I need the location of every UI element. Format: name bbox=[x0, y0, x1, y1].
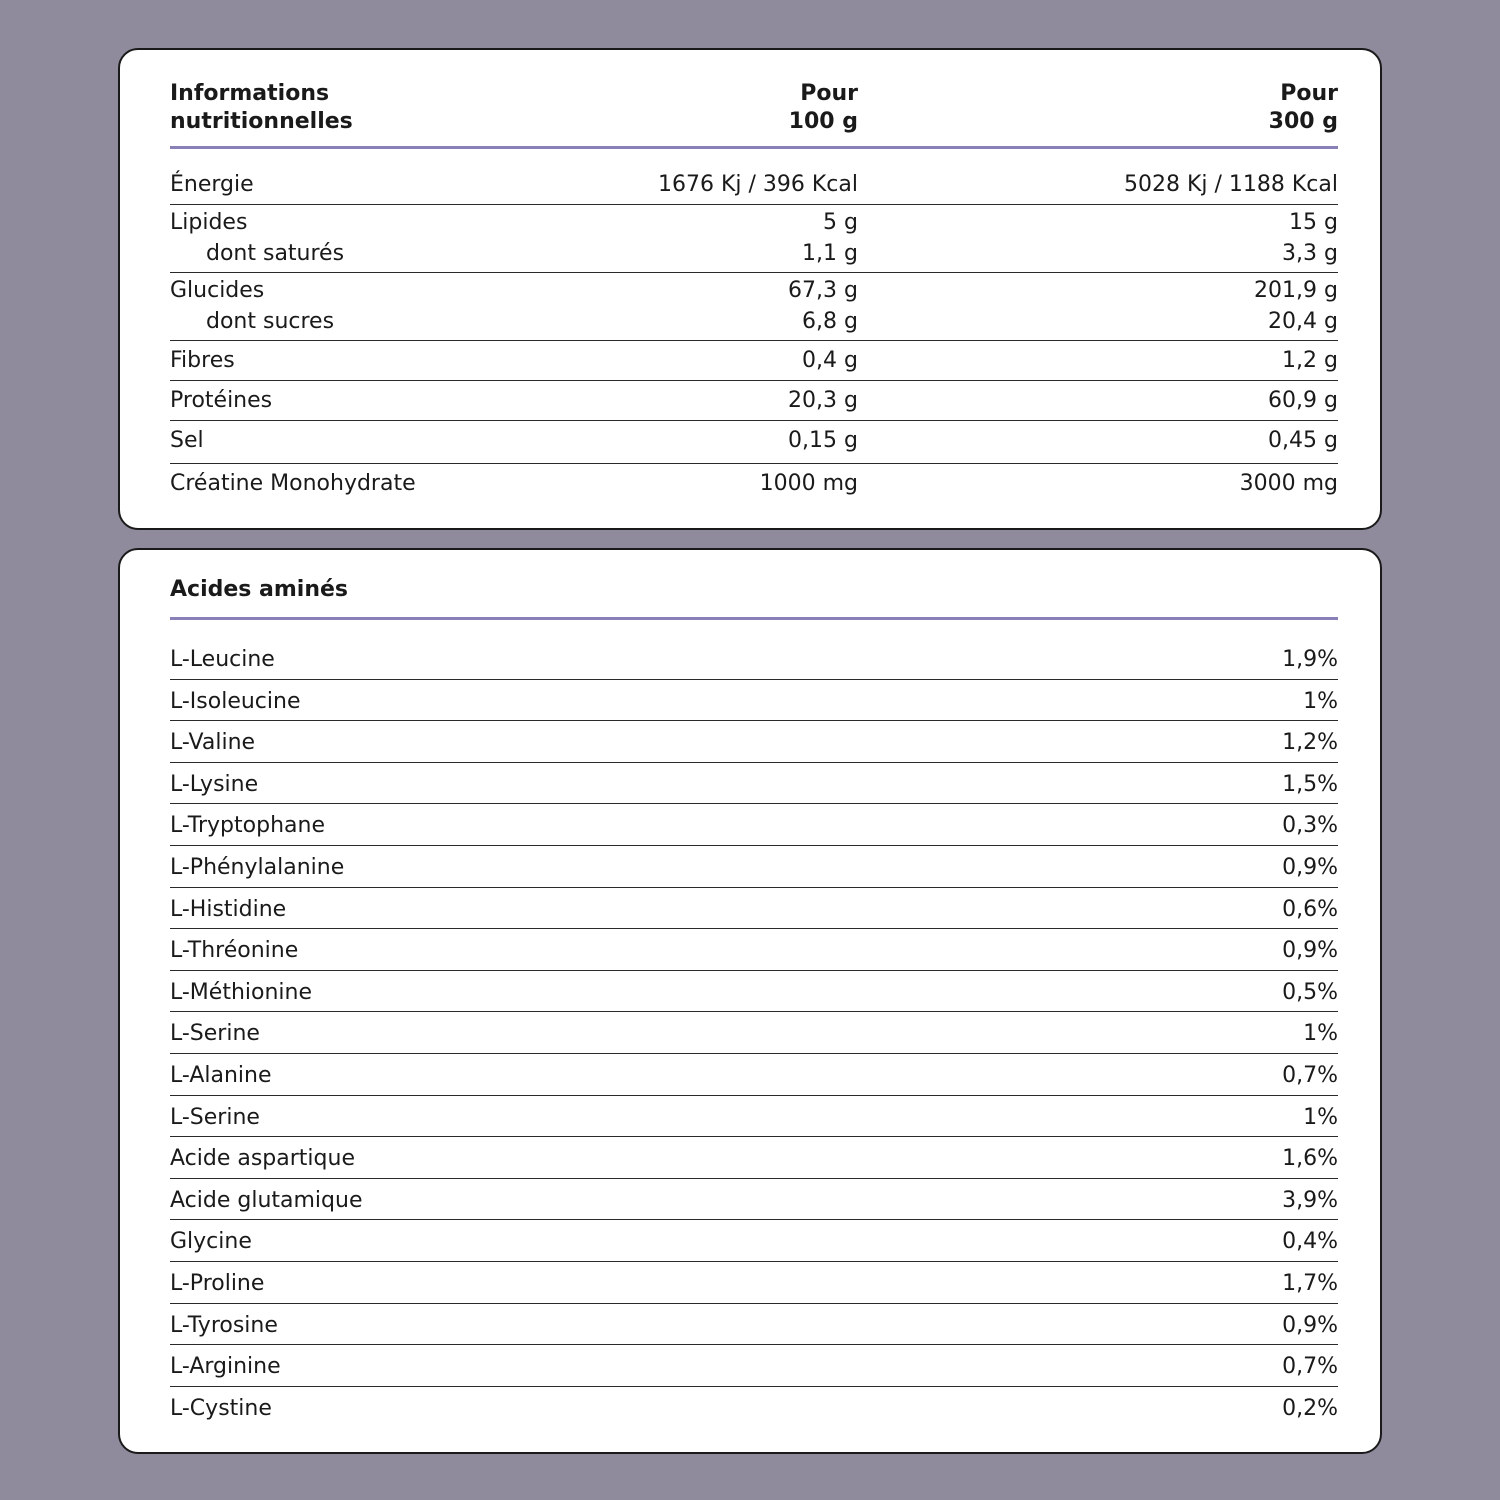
value-per-100g: 20,3 g bbox=[788, 388, 858, 413]
nutrient-label: Protéines bbox=[170, 388, 273, 413]
amino-acid-row bbox=[170, 971, 1338, 1013]
value-per-100g: 1,1 g bbox=[802, 241, 858, 266]
amino-acid-value: 3,9% bbox=[1282, 1187, 1338, 1213]
amino-acid-value: 0,5% bbox=[1282, 979, 1338, 1005]
amino-acid-value: 1% bbox=[1303, 688, 1338, 714]
amino-acid-name: L-Tyrosine bbox=[170, 1312, 278, 1338]
amino-acid-name: L-Méthionine bbox=[170, 979, 313, 1005]
nutrition-line bbox=[170, 468, 1338, 500]
amino-acid-name: Acide aspartique bbox=[170, 1146, 355, 1172]
value-per-300g: 3,3 g bbox=[1282, 241, 1338, 266]
nutrient-label: dont saturés bbox=[206, 241, 345, 266]
amino-acid-row bbox=[170, 1387, 1338, 1429]
nutrition-line bbox=[170, 425, 1338, 457]
value-per-300g: 15 g bbox=[1289, 210, 1338, 235]
value-per-100g: 0,4 g bbox=[802, 348, 858, 373]
value-per-300g: 20,4 g bbox=[1268, 309, 1338, 334]
nutrition-header bbox=[170, 80, 1338, 150]
value-per-100g: 0,15 g bbox=[788, 428, 858, 453]
value-per-100g: 1000 mg bbox=[759, 471, 858, 496]
amino-acid-row bbox=[170, 721, 1338, 763]
amino-acid-name: L-Cystine bbox=[170, 1395, 272, 1421]
header-nutritional-info: Informations nutritionnelles bbox=[170, 81, 353, 134]
amino-acid-name: L-Tryptophane bbox=[170, 813, 325, 839]
amino-header-divider bbox=[170, 617, 1338, 620]
amino-acid-value: 0,6% bbox=[1282, 896, 1338, 922]
nutrient-label: Fibres bbox=[170, 348, 235, 373]
amino-acid-name: Acide glutamique bbox=[170, 1187, 363, 1213]
amino-acid-value: 1% bbox=[1303, 1021, 1338, 1047]
nutrient-label: Créatine Monohydrate bbox=[170, 471, 416, 496]
nutrition-line bbox=[170, 275, 1338, 306]
amino-acid-value: 0,9% bbox=[1282, 854, 1338, 880]
amino-acid-row bbox=[170, 1262, 1338, 1304]
amino-acid-value: 0,2% bbox=[1282, 1395, 1338, 1421]
amino-acid-value: 1,7% bbox=[1282, 1270, 1338, 1296]
nutrition-header-divider bbox=[170, 146, 1338, 149]
amino-acid-row bbox=[170, 1304, 1338, 1346]
amino-acid-name: L-Thréonine bbox=[170, 938, 299, 964]
amino-acid-row bbox=[170, 1179, 1338, 1221]
header-per-300g: Pour 300 g bbox=[1268, 81, 1338, 134]
amino-acid-value: 0,4% bbox=[1282, 1229, 1338, 1255]
amino-acid-name: L-Arginine bbox=[170, 1354, 281, 1380]
nutrition-line bbox=[170, 238, 1338, 269]
amino-acid-value: 0,9% bbox=[1282, 938, 1338, 964]
amino-acid-name: L-Valine bbox=[170, 730, 256, 756]
value-per-100g: 67,3 g bbox=[788, 278, 858, 303]
value-per-100g: 5 g bbox=[823, 210, 858, 235]
amino-acid-value: 1,9% bbox=[1282, 647, 1338, 672]
amino-acid-value: 0,7% bbox=[1282, 1354, 1338, 1380]
amino-acid-row bbox=[170, 888, 1338, 930]
amino-acid-name: L-Phénylalanine bbox=[170, 854, 345, 880]
amino-acid-row bbox=[170, 804, 1338, 846]
amino-acid-value: 1,6% bbox=[1282, 1146, 1338, 1172]
amino-acid-row bbox=[170, 1012, 1338, 1054]
nutrition-line bbox=[170, 169, 1338, 201]
amino-acid-row bbox=[170, 638, 1338, 680]
amino-acids-title: Acides aminés bbox=[170, 577, 349, 602]
amino-acid-name: L-Proline bbox=[170, 1270, 265, 1296]
value-per-300g: 201,9 g bbox=[1254, 278, 1338, 303]
value-per-300g: 0,45 g bbox=[1268, 428, 1338, 453]
amino-acid-row bbox=[170, 929, 1338, 971]
amino-acid-row bbox=[170, 1345, 1338, 1387]
amino-acid-row bbox=[170, 1096, 1338, 1138]
value-per-300g: 1,2 g bbox=[1282, 348, 1338, 373]
value-per-300g: 60,9 g bbox=[1268, 388, 1338, 413]
amino-acid-value: 0,7% bbox=[1282, 1062, 1338, 1088]
nutrition-row bbox=[170, 421, 1338, 464]
nutrition-line bbox=[170, 385, 1338, 417]
nutrient-label: Glucides bbox=[170, 278, 265, 303]
value-per-100g: 1676 Kj / 396 Kcal bbox=[657, 172, 858, 197]
nutrition-row bbox=[170, 205, 1338, 273]
amino-acid-row bbox=[170, 1137, 1338, 1179]
amino-acid-row bbox=[170, 763, 1338, 805]
amino-acid-value: 0,9% bbox=[1282, 1312, 1338, 1338]
nutrient-label: Lipides bbox=[170, 210, 248, 235]
nutrient-label: Énergie bbox=[170, 172, 254, 197]
header-per-100g: Pour 100 g bbox=[788, 81, 858, 134]
nutrition-card bbox=[118, 48, 1382, 530]
amino-acid-name: L-Isoleucine bbox=[170, 688, 301, 714]
amino-acid-name: Glycine bbox=[170, 1229, 252, 1255]
amino-acid-value: 1,2% bbox=[1282, 730, 1338, 756]
amino-acids-card bbox=[118, 548, 1382, 1454]
nutrition-row bbox=[170, 341, 1338, 381]
amino-acid-name: L-Serine bbox=[170, 1104, 260, 1130]
nutrition-row bbox=[170, 381, 1338, 421]
amino-acid-row bbox=[170, 680, 1338, 722]
amino-acid-value: 1,5% bbox=[1282, 771, 1338, 797]
nutrition-rows bbox=[170, 165, 1338, 510]
amino-acid-value: 1% bbox=[1303, 1104, 1338, 1130]
amino-acid-rows bbox=[170, 638, 1338, 1428]
amino-acid-name: L-Lysine bbox=[170, 771, 259, 797]
nutrition-row bbox=[170, 273, 1338, 341]
nutrition-line bbox=[170, 306, 1338, 337]
amino-acid-row bbox=[170, 846, 1338, 888]
amino-acid-row bbox=[170, 1220, 1338, 1262]
amino-acid-name: L-Histidine bbox=[170, 896, 287, 922]
amino-acid-name: L-Alanine bbox=[170, 1062, 272, 1088]
value-per-300g: 5028 Kj / 1188 Kcal bbox=[1123, 172, 1338, 197]
amino-acid-name: L-Serine bbox=[170, 1021, 260, 1047]
nutrition-line bbox=[170, 207, 1338, 238]
nutrition-line bbox=[170, 345, 1338, 377]
amino-acid-name: L-Leucine bbox=[170, 647, 275, 672]
nutrient-label: Sel bbox=[170, 428, 204, 453]
value-per-300g: 3000 mg bbox=[1239, 471, 1338, 496]
nutrient-label: dont sucres bbox=[206, 309, 335, 334]
value-per-100g: 6,8 g bbox=[802, 309, 858, 334]
amino-acid-row bbox=[170, 1054, 1338, 1096]
amino-acid-value: 0,3% bbox=[1282, 813, 1338, 839]
nutrition-row bbox=[170, 165, 1338, 205]
nutrition-row bbox=[170, 464, 1338, 510]
